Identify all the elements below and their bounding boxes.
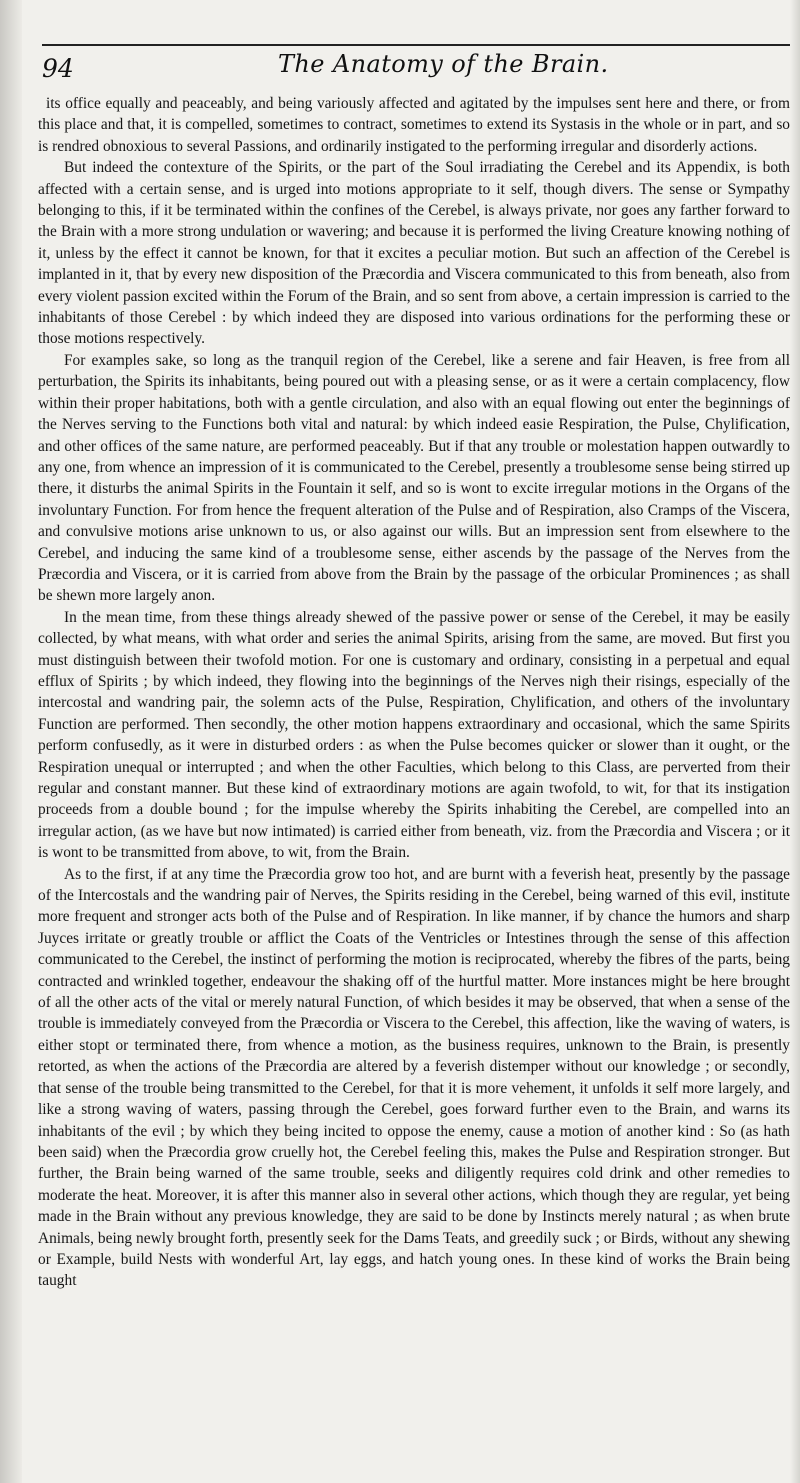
paragraph-3: For examples sake, so long as the tranquil region of the Cerebel, like a serene and fair Heaven, is free from all perturbation, the Spirits its inhabitants, being poured out with a pleasing sense, or as it were a certain complacency, flow within their proper habitations, both with a gentle circulation, and also with an equal flowing out enter the beginnings of the Nerves serving to the Functions both vital and natural: by which indeed easie Respiration, the Pulse, Chylification, and other offices of the same nature, are performed peaceably. But if that any trouble or molestation happen outwardly to any one, from whence an impression of it is communicated to the Cerebel, presently a troublesome sense being stirred up there, it disturbs the animal Spirits in the Fountain it self, and so is wont to excite irregular motions in the Organs of the involuntary Function. For from hence the frequent alteration of the Pulse and of Respiration, also Cramps of the Viscera, and convulsive motions arise unknown to us, or also against our wills. But an impression sent from elsewhere to the Cerebel, and inducing the same kind of a troublesome sense, either ascends by the passage of the Nerves from the Præcordia and Viscera, or it is carried from above from the Brain by the passage of the orbicular Prominences ; as shall be shewn more largely anon.	[38, 351, 790, 605]
body-text	[38, 93, 790, 1292]
paragraph-2: But indeed the contexture of the Spirits, or the part of the Soul irradiating the Cerebel and its Appendix, is both affected with a certain sense, and is urged into motions appropriate to it self, though divers. The sense or Sympathy belonging to this, if it be terminated within the confines of the Cerebel, is always private, nor goes any farther forward to the Brain with a more strong undulation or wavering; and because it is performed the living Creature knowing nothing of it, unless by the effect it cannot be known, for that it excites a peculiar motion. But such an affection of the Cerebel is implanted in it, that by every new disposition of the Præcordia and Viscera communicated to this from beneath, also from every violent passion excited within the Forum of the Brain, and so sent from above, a certain impression is carried to the inhabitants of those Cerebel : by which indeed they are disposed into various ordinations for the performing these or those motions respectively.	[38, 159, 790, 348]
paragraph-5: As to the first, if at any time the Præcordia grow too hot, and are burnt with a feverish heat, presently by the passage of the Intercostals and the wandring pair of Nerves, the Spirits residing in the Cerebel, being warned of this evil, institute more frequent and stronger acts both of the Pulse and of Respiration. In like manner, if by chance the humors and sharp Juyces irritate or greatly trouble or afflict the Coats of the Ventricles or Intestines through the sense of this affection communicated to the Cerebel, the instinct of performing the motion is reciprocated, whereby the fibres of the parts, being contracted and wrinkled together, endeavour the shaking off of the hurtful matter. More instances might be here brought of all the other acts of the vital or merely natural Function, of which besides it may be observed, that when a sense of the trouble is immediately conveyed from the Præcordia or Viscera to the Cerebel, this affection, like the waving of waters, is either stopt or terminated there, from whence a motion, as the business requires, unknown to the Brain, is presently retorted, as when the actions of the Præcordia are altered by a feverish distemper without our knowledge ; or secondly, that sense of the trouble being transmitted to the Cerebel, for that it is more vehement, it unfolds it self more largely, and like a strong waving of waters, passing through the Cerebel, goes forward further even to the Brain, and warns its inhabitants of the evil ; by which they being incited to oppose the enemy, cause a motion of another kind : So (as hath been said) when the Præcordia grow cruelly hot, the Cerebel feeling this, makes the Pulse and Respiration stronger. But further, the Brain being warned of the same trouble, seeks and diligently requires cold drink and other remedies to moderate the heat. Moreover, it is after this manner also in several other actions, which though they are regular, yet being made in the Brain without any previous knowledge, they are said to be done by Instincts merely natural ; as when brute Animals, being newly brought forth, presently seek for the Dams Teats, and greedily suck ; or Birds, without any shewing or Example, build Nests with wonderful Art, lay eggs, and hatch young ones. In these kind of works the Brain being taught	[38, 865, 790, 1290]
page-number: 94	[42, 54, 74, 83]
page-header	[38, 44, 790, 84]
paragraph-4: In the mean time, from these things already shewed of the passive power or sense of the Cerebel, it may be easily collected, by what means, with what order and series the animal Spirits, arising from the same, are moved. But first you must distinguish between their twofold motion. For one is customary and ordinary, consisting in a perpetual and equal efflux of Spirits ; by which indeed, they flowing into the beginnings of the Nerves nigh their risings, especially of the intercostal and wandring pair, the solemn acts of the Pulse, Respiration, Chylification, and others of the involuntary Function are performed. Then secondly, the other motion happens extraordinary and occasional, which the same Spirits perform confusedly, as it were in disturbed orders : as when the Pulse becomes quicker or slower than it ought, or the Respiration unequal or interrupted ; and when the other Faculties, which belong to this Class, are perverted from their regular and constant manner. But these kind of extraordinary motions are again twofold, to wit, for that its instigation proceeds from a double bound ; for the impulse whereby the Spirits inhabiting the Cerebel, are compelled into an irregular action, (as we have but now intimated) is carried either from beneath, viz. from the Præcordia and Viscera ; or it is wont to be transmitted from above, to wit, from the Brain.	[38, 608, 790, 862]
paragraph-1: its office equally and peaceably, and being variously affected and agitated by the impulses sent here and there, or from this place and that, it is compelled, sometimes to contract, sometimes to extend its Systasis in the whole or in part, and so is rendred obnoxious to several Passions, and ordinarily instigated to the performing irregular and disorderly actions.	[38, 95, 790, 155]
header-rule	[42, 44, 790, 46]
running-head: The Anatomy of the Brain.	[278, 50, 609, 78]
